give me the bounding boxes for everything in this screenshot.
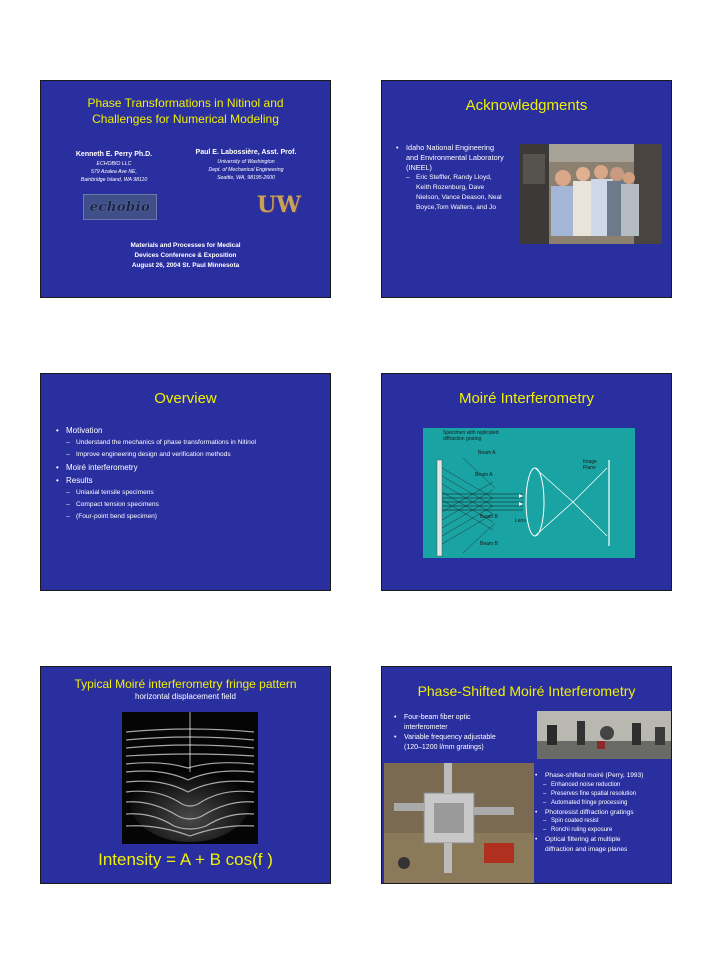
optics-photo-small [537,711,672,759]
sub-fringe-processing: – Automated fringe processing [535,799,671,808]
label-beam-b-bottom: Beam B [480,541,498,547]
sub-spatial-resolution: – Preserves fine spatial resolution [535,790,671,799]
sub-spin-coated: – Spin coated resist [535,817,671,826]
overview-bullets [56,424,321,523]
slide-fringe-pattern [40,666,331,884]
overview-bullet: • Results [56,474,321,487]
slide3-title: Overview [154,390,217,407]
uw-logo: UW [257,192,301,218]
overview-sub-bullet: – (Four-point bend specimen) [56,511,321,523]
ack-names: – Eric Steffler, Randy Lloyd, Keith Rozenburg, Dave Nielson, Vance Deason, Neal Boyce,Tom Walters, and Jo [396,173,526,213]
author-labossiere: Paul E. Labossière, Asst. Prof. University of Washington Dept. of Mechanical Engineering Seattle, WA, 98195-2600 [195,149,297,181]
overview-sub-bullet: – Understand the mechanics of phase transformations in Nitinol [56,437,321,449]
label-image-plane: Image Plane [583,459,597,471]
team-photo [519,144,662,244]
label-beam-b: Beam B [480,514,498,520]
label-specimen: Specimen with replicated diffraction grating [443,430,499,442]
phase-bullets-bottom [535,771,671,854]
slide5-subtitle: horizontal displacement field [135,692,236,701]
slide-title [40,80,331,298]
ack-ineel: • Idaho National Engineering and Environmental Laboratory (INEEL) [396,143,526,173]
slide6-title: Phase-Shifted Moiré Interferometry [417,683,636,699]
slide2-title: Acknowledgments [465,97,588,114]
overview-sub-bullet: – Uniaxial tensile specimens [56,487,321,499]
slide-phase-shifted-moire [381,666,672,884]
echobio-logo: echobio [83,194,157,220]
slide-moire-interferometry [381,373,672,591]
overview-sub-bullet: – Improve engineering design and verification methods [56,449,321,461]
ack-bullets [396,143,526,213]
label-beam-a-top: Beam A [478,450,496,456]
moire-setup-diagram [423,428,635,558]
bullet-variable-frequency: • Variable frequency adjustable (120–1200 l/mm gratings) [394,733,534,753]
sub-noise-reduction: – Enhanced noise reduction [535,781,671,790]
phase-bullets-top [394,713,534,753]
bullet-four-beam: • Four-beam fiber optic interferometer [394,713,534,733]
interferometer-photo [384,763,534,883]
slide1-title: Phase Transformations in Nitinol and Challenges for Numerical Modeling [87,96,284,126]
bullet-optical-filtering: • Optical filtering at multiple diffraction and image planes [535,835,671,854]
overview-bullet: • Motivation [56,424,321,437]
slide-overview [40,373,331,591]
label-beam-a: Beam A [475,472,493,478]
author-perry: Kenneth E. Perry Ph.D. ECHOBIO LLC 579 Azalea Ave NE, Bainbridge Island, WA 98110 [75,151,153,183]
overview-sub-bullet: – Compact tension specimens [56,499,321,511]
slide-acknowledgments [381,80,672,298]
intensity-formula: Intensity = A + B cos(f ) [98,850,273,869]
sub-ronchi: – Ronchi ruling exposure [535,826,671,835]
overview-bullet: • Moiré interferometry [56,461,321,474]
label-lens: Lens [515,518,526,524]
slide4-title: Moiré Interferometry [458,390,595,407]
conference-info: Materials and Processes for Medical Devices Conference & Exposition August 26, 2004 St. Paul Minnesota [130,242,241,269]
fringe-pattern-image [122,712,258,844]
bullet-photoresist: • Photoresist diffraction gratings [535,808,671,818]
bullet-phase-shifted: • Phase-shifted moiré (Perry, 1993) [535,771,671,781]
slide5-title: Typical Moiré interferometry fringe pattern [74,677,297,691]
